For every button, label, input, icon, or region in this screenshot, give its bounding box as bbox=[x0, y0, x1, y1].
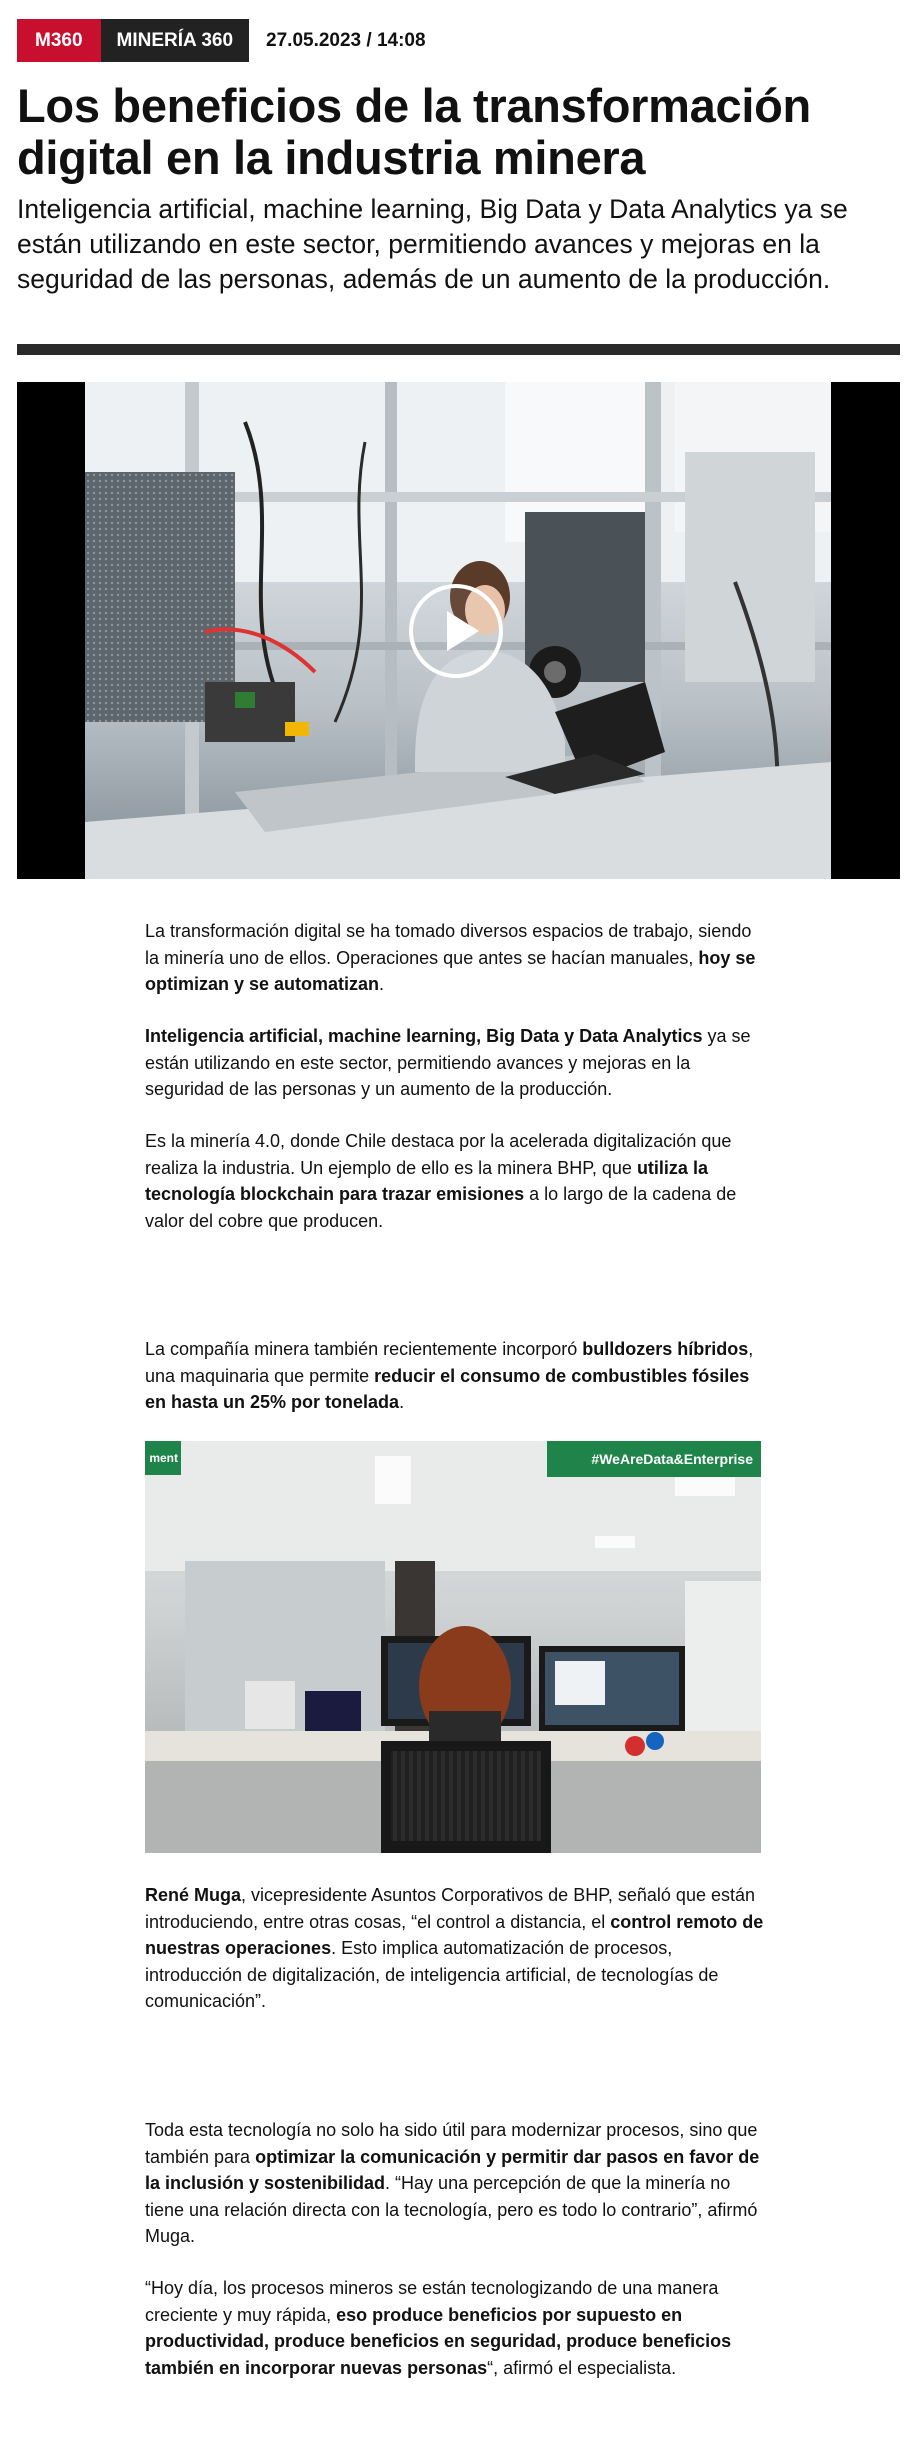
bold-text: Inteligencia artificial, machine learning, Big Data y Data Analytics bbox=[145, 1026, 703, 1046]
photo-badge: #WeAreData&Enterprise bbox=[547, 1441, 761, 1477]
section-tag[interactable]: MINERÍA 360 bbox=[101, 19, 250, 62]
article-paragraph-5 bbox=[145, 1882, 765, 2015]
publish-date: 27.05.2023 / 14:08 bbox=[266, 29, 426, 51]
body-text: , vicepresidente Asuntos Corporativos de BHP, señaló que están introduciendo, entre otras cosas, “el control a distancia, el bbox=[145, 1885, 755, 1932]
bold-text: René Muga bbox=[145, 1885, 242, 1905]
video-player[interactable] bbox=[17, 382, 900, 879]
bold-text: hoy se optimizan y se automatizan bbox=[145, 947, 756, 994]
bold-text: control remoto de nuestras operaciones bbox=[145, 1911, 764, 1958]
body-text: La compañía minera también recientemente incorporó bbox=[145, 1339, 583, 1359]
photo-badge-left: ment bbox=[145, 1441, 181, 1475]
bold-text: eso produce beneficios por supuesto en productividad, produce beneficios en seguridad, produce beneficios también en incorporar nuevas personas bbox=[145, 2304, 732, 2378]
body-text: . bbox=[379, 974, 385, 994]
body-text: a lo largo de la cadena de valor del cobre que producen. bbox=[145, 1184, 737, 1231]
article-paragraph-3 bbox=[145, 1128, 765, 1234]
article-photo bbox=[145, 1441, 761, 1853]
article-paragraph-2 bbox=[145, 1023, 765, 1103]
page-title: Los beneficios de la transformación digital en la industria minera bbox=[17, 79, 811, 184]
body-text: “Hoy día, los procesos mineros se están tecnologizando de una manera creciente y muy rápida, bbox=[145, 2278, 719, 2325]
bold-text: utiliza la tecnología blockchain para trazar emisiones bbox=[145, 1157, 708, 1204]
body-text: . Esto implica automatización de procesos, introducción de digitalización, de inteligencia artificial, de tecnologías de comunicación”. bbox=[145, 1938, 719, 2011]
title-divider bbox=[17, 344, 900, 355]
body-text: . “Hay una percepción de que la minería no tiene una relación directa con la tecnología, pero es todo lo contrario”, afirmó Muga. bbox=[145, 2173, 758, 2246]
article-header bbox=[17, 19, 426, 62]
brand-tag[interactable]: M360 bbox=[17, 19, 101, 62]
article-paragraph-6 bbox=[145, 2117, 765, 2250]
bold-text: reducir el consumo de combustibles fósiles en hasta un 25% por tonelada bbox=[145, 1365, 750, 1412]
play-icon[interactable] bbox=[409, 584, 503, 678]
body-text: Toda esta tecnología no solo ha sido útil para modernizar procesos, sino que también para bbox=[145, 2120, 758, 2167]
article-paragraph-7 bbox=[145, 2275, 765, 2381]
bold-text: bulldozers híbridos bbox=[582, 1339, 749, 1359]
article-paragraph-1 bbox=[145, 918, 765, 998]
body-text: La transformación digital se ha tomado diversos espacios de trabajo, siendo la minería uno de ellos. Operaciones que antes se hacían manuales, bbox=[145, 921, 752, 968]
article-subtitle: Inteligencia artificial, machine learning, Big Data y Data Analytics ya se están utilizando en este sector, permitiendo avances y mejoras en la seguridad de las personas, además de un aumento de la producción. bbox=[17, 194, 848, 294]
body-text: . bbox=[399, 1392, 405, 1412]
body-text: “, afirmó el especialista. bbox=[487, 2357, 677, 2378]
bold-text: optimizar la comunicación y permitir dar pasos en favor de la inclusión y sostenibilidad bbox=[145, 2146, 760, 2193]
article-paragraph-4 bbox=[145, 1336, 765, 1416]
body-text: ya se están utilizando en este sector, permitiendo avances y mejoras en la seguridad de las personas y un aumento de la producción. bbox=[145, 1026, 751, 1099]
body-text: Es la minería 4.0, donde Chile destaca por la acelerada digitalización que realiza la industria. Un ejemplo de ello es la minera BHP, que bbox=[145, 1131, 732, 1178]
body-text: , una maquinaria que permite bbox=[145, 1339, 754, 1386]
office-scene-illustration bbox=[145, 1441, 761, 1853]
